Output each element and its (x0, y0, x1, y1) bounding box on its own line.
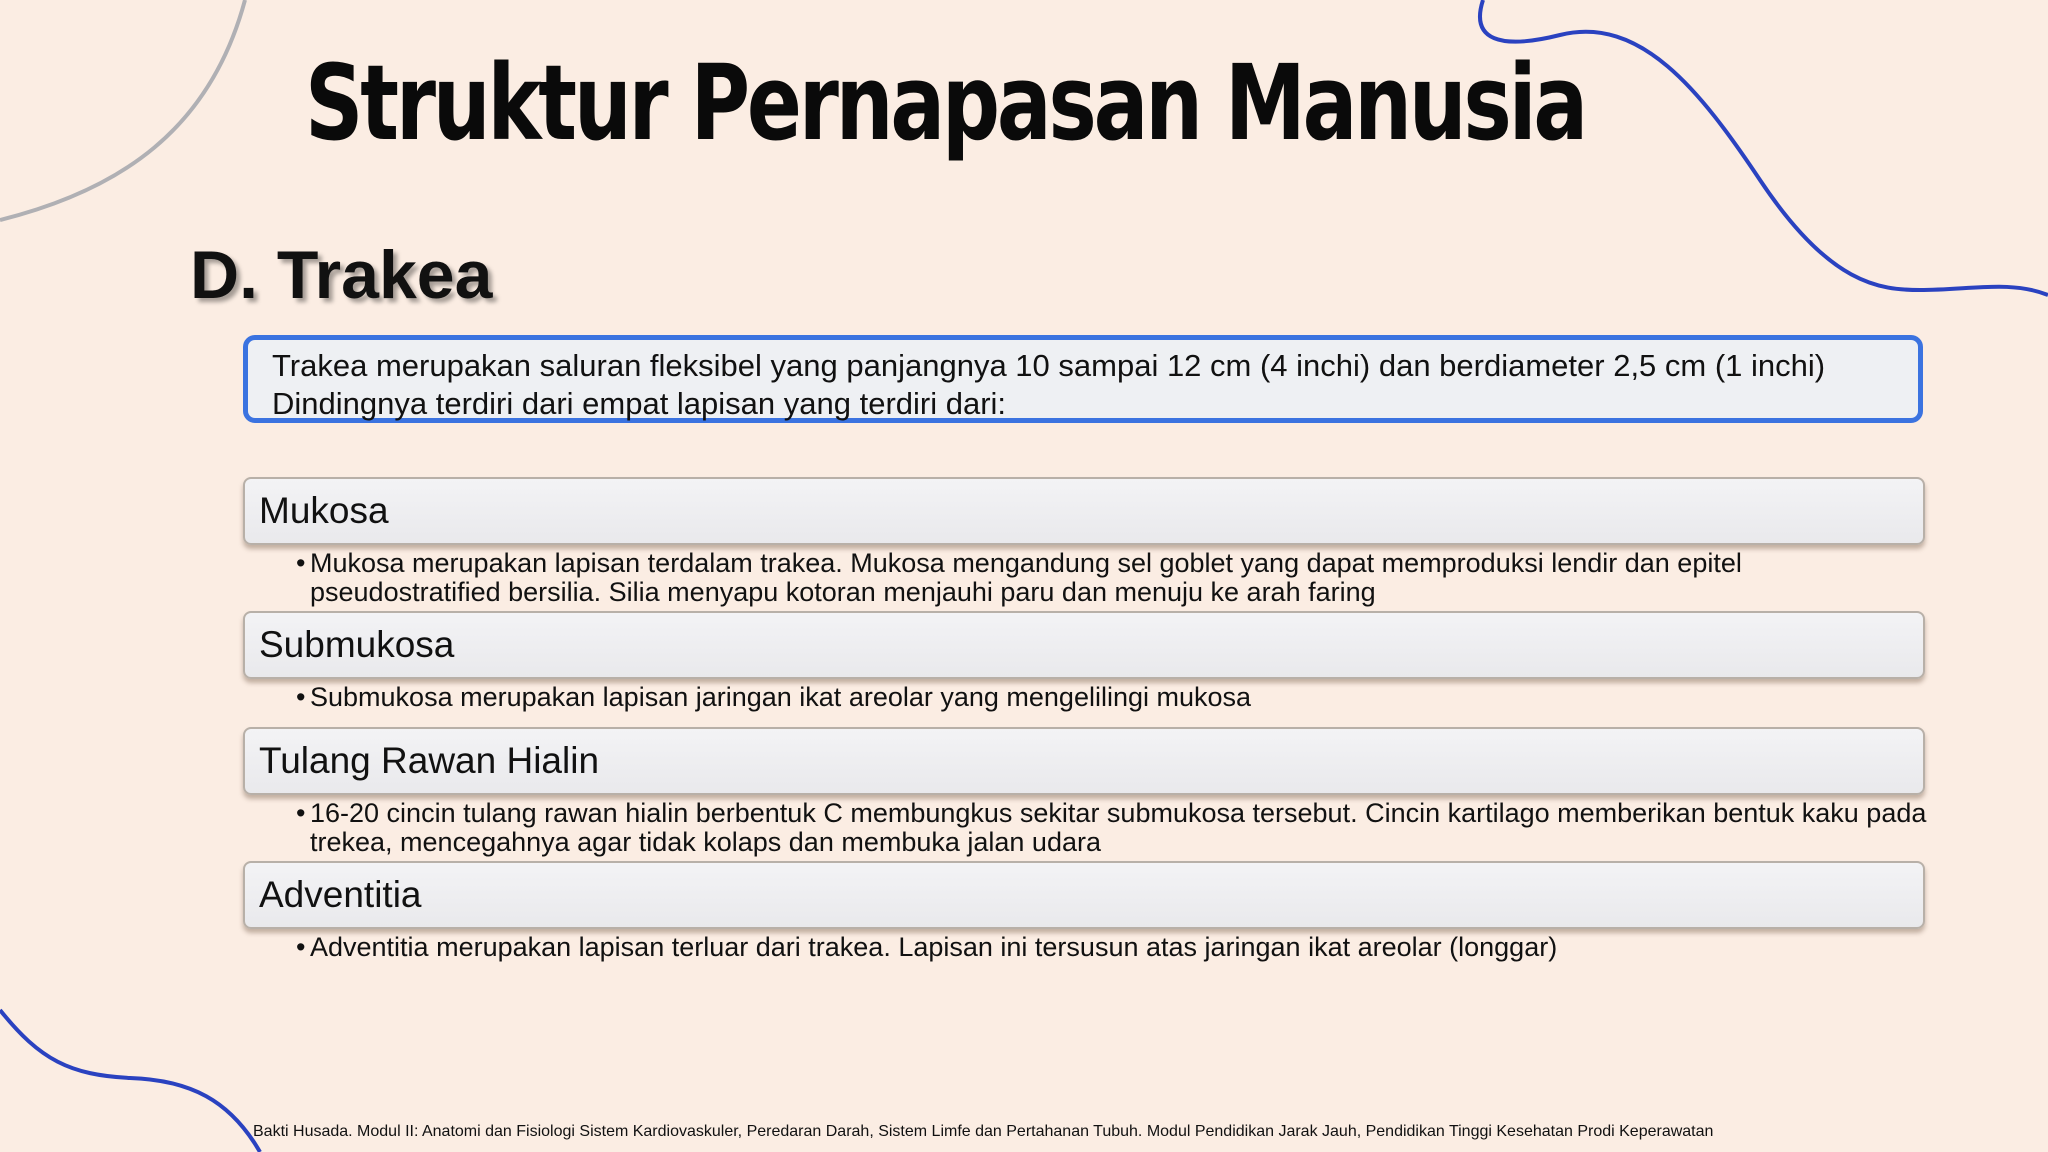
intro-line-2: Dindingnya terdiri dari empat lapisan yang terdiri dari: (272, 386, 1007, 421)
bullet-icon: • (296, 548, 306, 578)
layer-description-mukosa (296, 549, 1936, 607)
layer-description-text: 16-20 cincin tulang rawan hialin berbentuk C membungkus sekitar submukosa tersebut. Cincin kartilago memberikan bentuk kaku pada trekea, mencegahnya agar tidak kolaps dan membuka jalan udara (310, 798, 1927, 857)
slide-title: Struktur Pernapasan Manusia (304, 42, 1586, 164)
layer-description-adventitia (296, 933, 1936, 962)
bullet-icon: • (296, 682, 306, 712)
layer-header-submukosa: Submukosa (243, 611, 1925, 679)
layer-description-text: Submukosa merupakan lapisan jaringan ikat areolar yang mengelilingi mukosa (310, 682, 1252, 712)
intro-box (243, 335, 1923, 423)
section-heading: D. Trakea (190, 237, 493, 313)
layer-description-submukosa (296, 683, 1936, 712)
layer-description-tulang-rawan-hialin (296, 799, 1936, 857)
bullet-icon: • (296, 798, 306, 828)
layer-description-text: Mukosa merupakan lapisan terdalam trakea. Mukosa mengandung sel goblet yang dapat memproduksi lendir dan epitel pseudostratified bersilia. Silia menyapu kotoran menjauhi paru dan menuju ke arah faring (310, 548, 1742, 607)
footer-citation: Bakti Husada. Modul II: Anatomi dan Fisiologi Sistem Kardiovaskuler, Peredaran Darah, Sistem Limfe dan Pertahanan Tubuh. Modul Pendidikan Jarak Jauh, Pendidikan Tinggi Kesehatan Prodi Keperawatan (253, 1123, 1714, 1140)
bullet-icon: • (296, 932, 306, 962)
layer-description-text: Adventitia merupakan lapisan terluar dari trakea. Lapisan ini tersusun atas jaringan ikat areolar (longgar) (310, 932, 1558, 962)
blue-curve-bottom-left (0, 1010, 260, 1152)
intro-line-1: Trakea merupakan saluran fleksibel yang panjangnya 10 sampai 12 cm (4 inchi) dan berdiameter 2,5 cm (1 inchi) (272, 348, 1826, 383)
layer-header-tulang-rawan-hialin: Tulang Rawan Hialin (243, 727, 1925, 795)
layer-header-adventitia: Adventitia (243, 861, 1925, 929)
layer-header-mukosa: Mukosa (243, 477, 1925, 545)
